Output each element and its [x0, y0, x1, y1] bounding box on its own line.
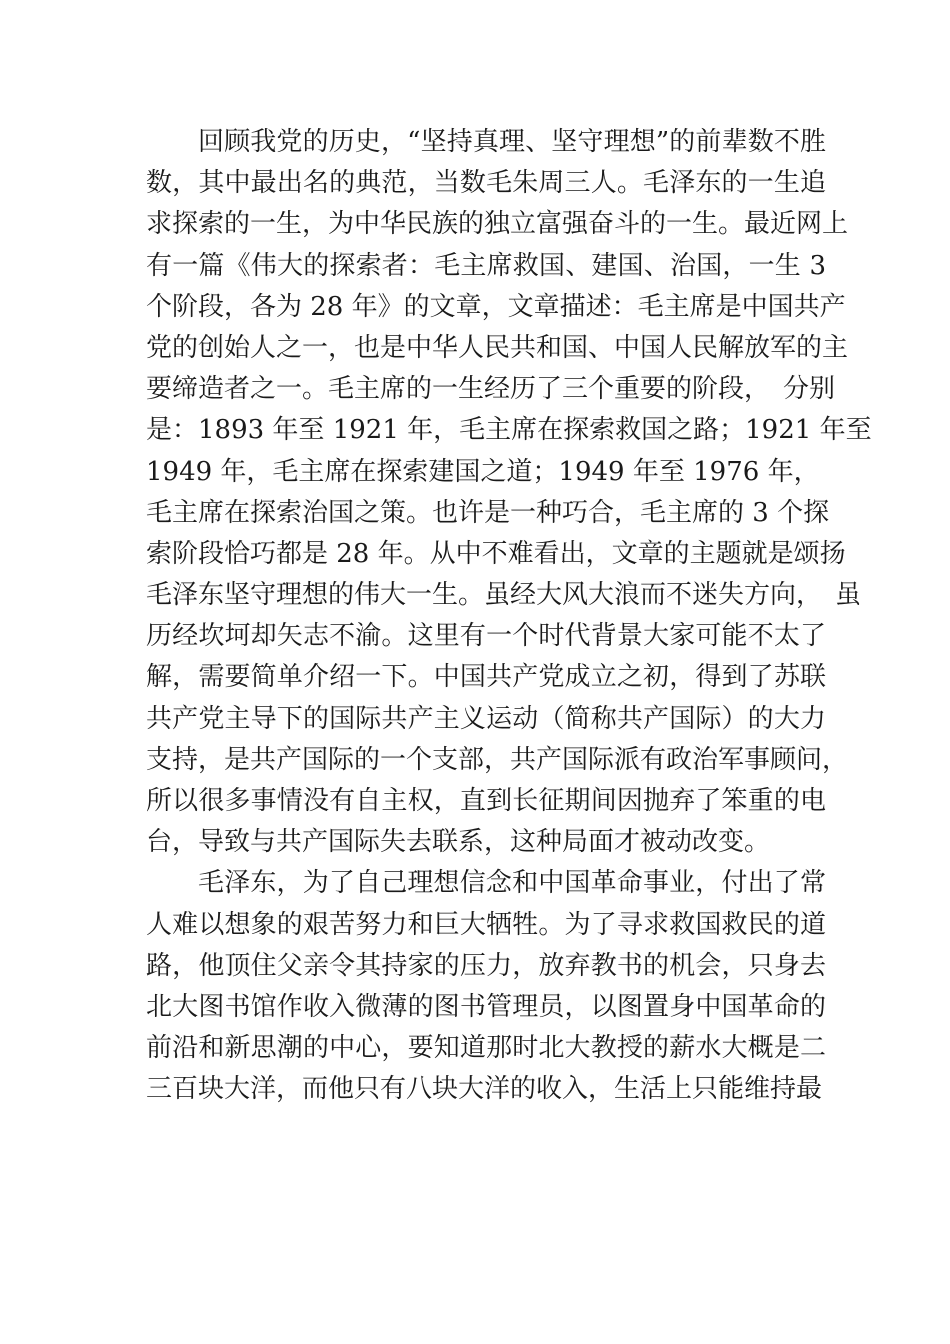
text-line: 北大图书馆作收入微薄的图书管理员，以图置身中国革命的	[146, 991, 826, 1022]
text-line: 有一篇《伟大的探索者：毛主席救国、建国、治国，一生 3	[146, 250, 826, 281]
text-line: 毛泽东，为了自己理想信念和中国革命事业，付出了常	[198, 868, 826, 899]
text-line: 毛主席在探索治国之策。也许是一种巧合，毛主席的 3 个探	[146, 497, 830, 528]
text-line: 求探索的一生，为中华民族的独立富强奋斗的一生。最近网上	[146, 209, 849, 240]
text-line: 要缔造者之一。毛主席的一生经历了三个重要的阶段， 分别	[146, 374, 836, 405]
text-line: 回顾我党的历史，“坚持真理、坚守理想”的前辈数不胜	[198, 127, 826, 157]
text-line: 共产党主导下的国际共产主义运动（简称共产国际）的大力	[146, 703, 826, 734]
text-line: 个阶段，各为 28 年》的文章，文章描述：毛主席是中国共产	[146, 291, 846, 322]
text-line: 台，导致与共产国际失去联系，这种局面才被动改变。	[146, 827, 771, 858]
text-line: 党的创始人之一，也是中华人民共和国、中国人民解放军的主	[146, 332, 849, 363]
text-line: 索阶段恰巧都是 28 年。从中不难看出，文章的主题就是颂扬	[146, 538, 846, 569]
text-line: 历经坎坷却矢志不渝。这里有一个时代背景大家可能不太了	[146, 621, 826, 652]
text-line: 前沿和新思潮的中心，要知道那时北大教授的薪水大概是二	[146, 1033, 826, 1064]
body-text	[146, 122, 872, 1111]
paragraph	[146, 122, 872, 863]
text-line: 毛泽东坚守理想的伟大一生。虽经大风大浪而不迷失方向， 虽	[146, 580, 862, 611]
text-line: 解，需要简单介绍一下。中国共产党成立之初，得到了苏联	[146, 662, 826, 693]
text-line: 人难以想象的艰苦努力和巨大牺牲。为了寻求救国救民的道	[146, 909, 826, 940]
text-line: 支持，是共产国际的一个支部，共产国际派有政治军事顾问，	[146, 744, 849, 775]
text-line: 1949 年，毛主席在探索建国之道；1949 年至 1976 年，	[146, 456, 820, 487]
text-line: 所以很多事情没有自主权，直到长征期间因抛弃了笨重的电	[146, 786, 826, 816]
text-line: 数，其中最出名的典范，当数毛朱周三人。毛泽东的一生追	[146, 168, 826, 199]
text-line: 路，他顶住父亲令其持家的压力，放弃教书的机会，只身去	[146, 950, 826, 981]
text-line: 三百块大洋，而他只有八块大洋的收入，生活上只能维持最	[146, 1074, 823, 1105]
paragraph	[146, 863, 826, 1110]
text-line: 是：1893 年至 1921 年，毛主席在探索救国之路；1921 年至	[146, 415, 872, 446]
